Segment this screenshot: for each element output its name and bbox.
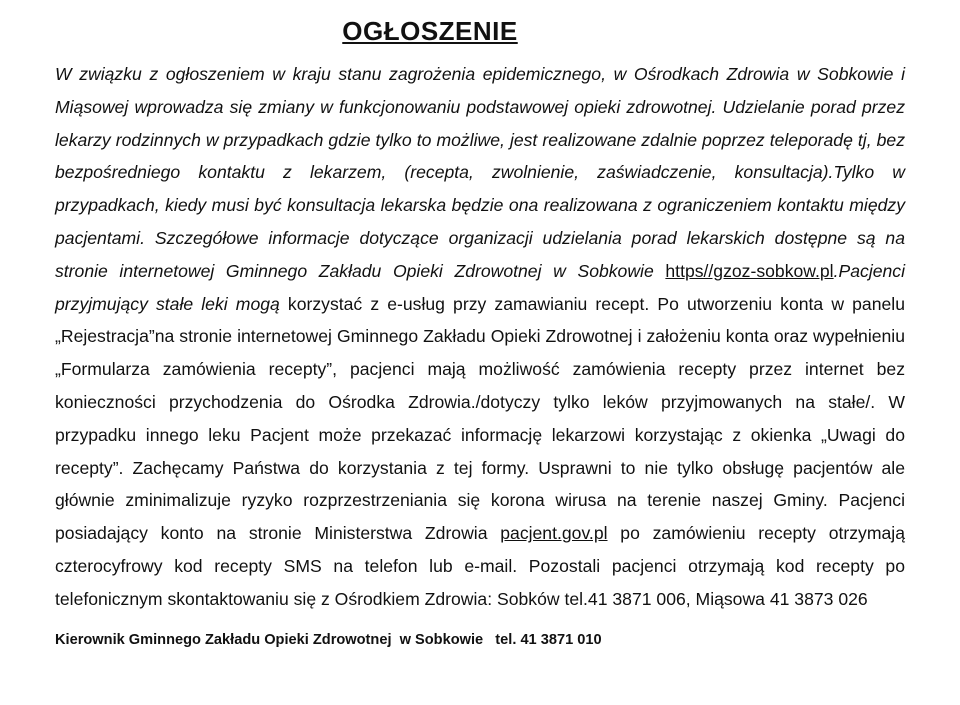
announcement-body bbox=[55, 58, 905, 616]
pacjent-gov-link[interactable]: pacjent.gov.pl bbox=[500, 523, 608, 544]
page-title: OGŁOSZENIE bbox=[342, 16, 518, 46]
signature-footer: Kierownik Gminnego Zakładu Opieki Zdrowotnej w Sobkowie tel. 41 3871 010 bbox=[55, 632, 602, 648]
intro-text: W związku z ogłoszeniem w kraju stanu zagrożenia epidemicznego, w Ośrodkach Zdrowia w Sobkowie i Miąsowej wprowadza się zmiany w funkcjonowaniu podstawowej opieki zdrowotnej. Udzielanie porad przez lekarzy rodzinnych w przypadkach gdzie tylko to możliwe, jest realizowane zdalnie poprzez teleporadę tj, bez bezpośredniego kontaktu z lekarzem, (recepta, zwolnienie, zaświadczenie, konsultacja).Tylko w przypadkach, kiedy musi być konsultacja lekarska będzie ona realizowana z ograniczeniem kontaktu między pacjentami. Szczegółowe informacje dotyczące organizacji udzielania porad lekarskich dostępne są na stronie internetowej Gminnego Zakładu Opieki Zdrowotnej w Sobkowie bbox=[55, 64, 905, 281]
closing-text: po zamówieniu recepty otrzymają czterocyfrowy kod recepty SMS na telefon lub e-mail. Pozostali pacjenci otrzymają kod recepty po telefonicznym skontaktowaniu się z Ośrodkiem Zdrowia: Sobków tel.41 3871 006, Miąsowa 41 3873 026 bbox=[55, 523, 905, 609]
patients-text: .Pacjenci przyjmujący stałe leki mogą bbox=[55, 260, 905, 314]
gzoz-link[interactable]: https//gzoz-sobkow.pl bbox=[665, 260, 834, 281]
instructions-text: korzystać z e-usług przy zamawianiu recept. Po utworzeniu konta w panelu „Rejestracja”na stronie internetowej Gminnego Zakładu Opieki Zdrowotnej i założeniu konta oraz wypełnieniu „Formularza zamówienia recepty”, pacjenci mają możliwość zamówienia recepty przez internet bez konieczności przychodzenia do Ośrodka Zdrowia./dotyczy tylko leków przyjmowanych na stałe/. W przypadku innego leku Pacjent może przekazać informację lekarzowi korzystając z okienka „Uwagi do recepty”. Zachęcamy Państwa do korzystania z tej formy. Usprawni to nie tylko obsługę pacjentów ale głównie zminimalizuje ryzyko rozprzestrzeniania się korona wirusa na terenie naszej Gminy. Pacjenci posiadający konto na stronie Ministerstwa Zdrowia bbox=[55, 293, 905, 544]
